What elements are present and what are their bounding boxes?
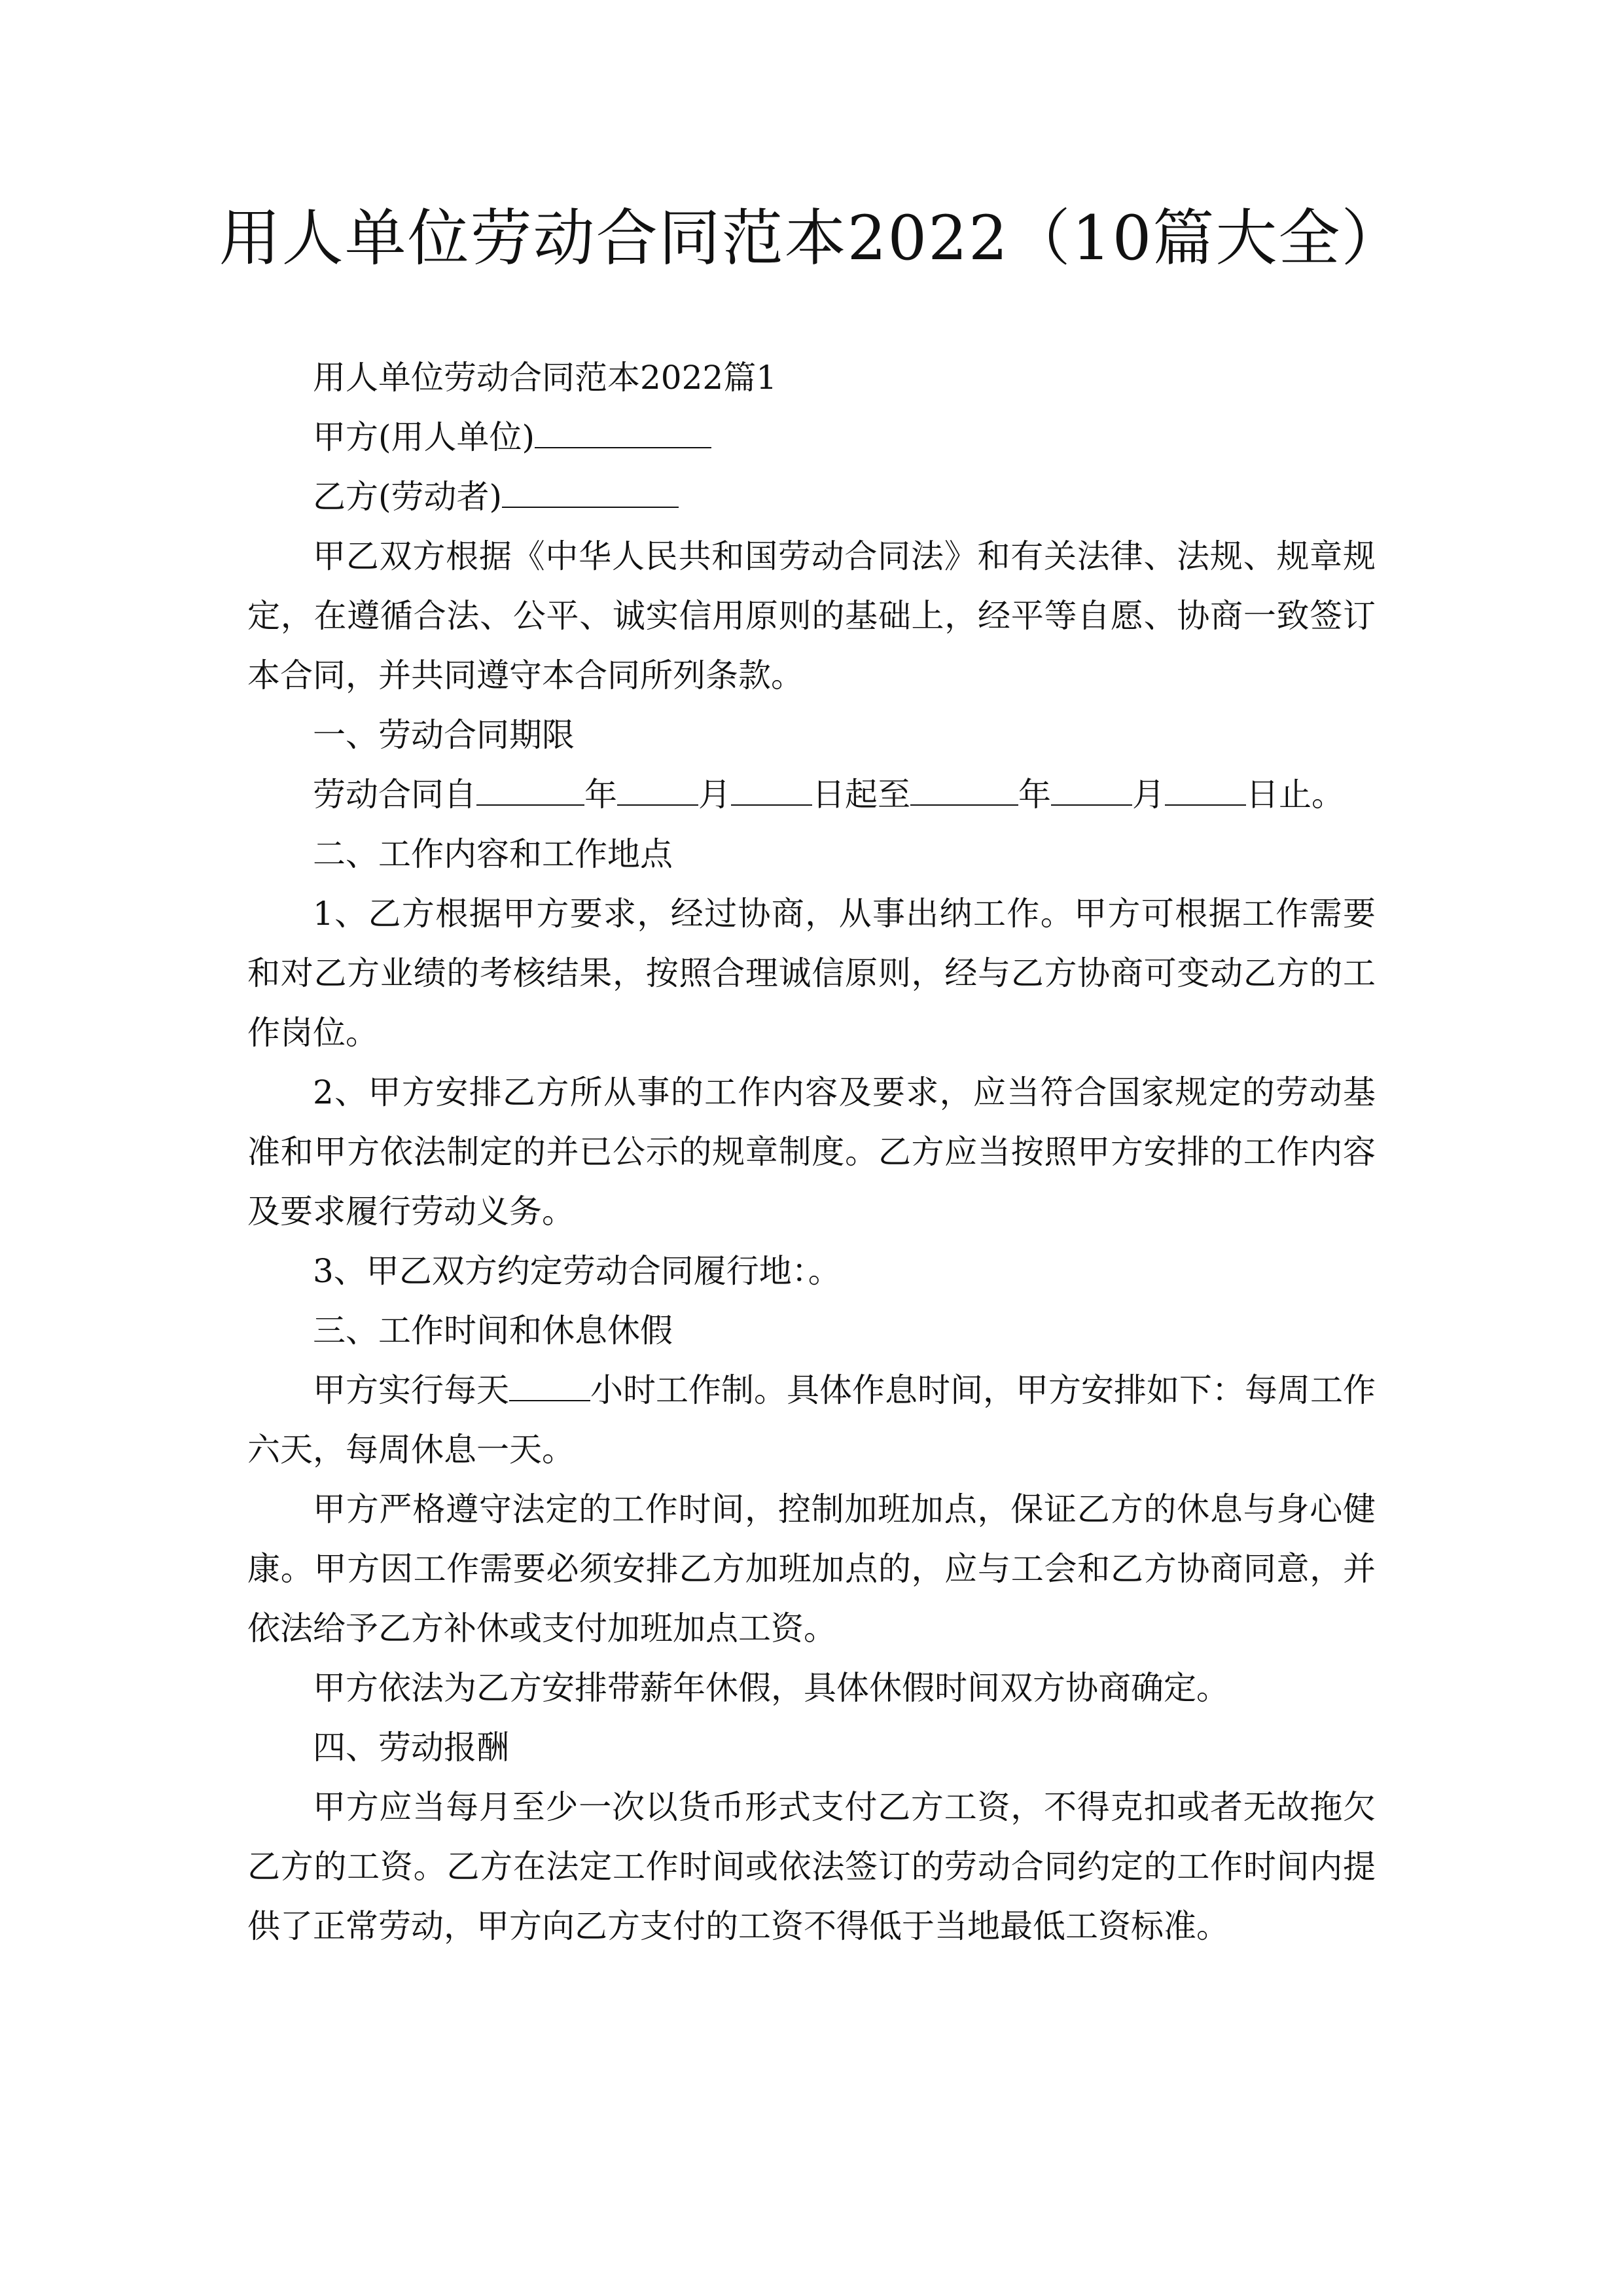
contract-term-line — [247, 765, 1376, 825]
end-month-blank — [1051, 778, 1132, 806]
end-day-blank — [1165, 778, 1246, 806]
document-body — [247, 348, 1376, 1956]
term-month-label: 月 — [698, 776, 731, 814]
section-3-heading: 三、工作时间和休息休假 — [313, 1312, 673, 1350]
section-2-paragraph-2: 2、甲方安排乙方所从事的工作内容及要求，应当符合国家规定的劳动基准和甲方依法制定的并已公示的规章制度。乙方应当按照甲方安排的工作内容及要求履行劳动义务。 — [247, 1073, 1376, 1230]
section-1-heading: 一、劳动合同期限 — [313, 716, 575, 754]
party-a-label: 甲方(用人单位) — [313, 418, 535, 456]
section-2-paragraph-3: 3、甲乙双方约定劳动合同履行地：。 — [313, 1252, 841, 1290]
section-3-paragraph-2: 甲方严格遵守法定的工作时间，控制加班加点，保证乙方的休息与身心健康。甲方因工作需要必须安排乙方加班加点的，应与工会和乙方协商同意，并依法给予乙方补休或支付加班加点工资。 — [247, 1490, 1376, 1647]
start-year-blank — [476, 778, 584, 806]
intro-paragraph: 甲乙双方根据《中华人民共和国劳动合同法》和有关法律、法规、规章规定，在遵循合法、公平、诚实信用原则的基础上，经平等自愿、协商一致签订本合同，并共同遵守本合同所列条款。 — [247, 537, 1376, 694]
work-hours-text-end: 小时工作制。具体作息时间，甲方安排如下：每周工作六天，每周休息一天。 — [247, 1371, 1376, 1469]
start-month-blank — [617, 778, 698, 806]
section-2-heading: 二、工作内容和工作地点 — [313, 835, 673, 873]
party-a-blank — [535, 421, 711, 448]
party-b-blank — [502, 480, 679, 508]
section-3-paragraph-3: 甲方依法为乙方安排带薪年休假，具体休假时间双方协商确定。 — [313, 1669, 1229, 1707]
start-day-blank — [731, 778, 812, 806]
term-text-start: 劳动合同自 — [313, 776, 476, 814]
term-end-label: 日止。 — [1246, 776, 1344, 814]
section-heading: 用人单位劳动合同范本2022篇1 — [313, 359, 777, 397]
work-hours-text-start: 甲方实行每天 — [313, 1371, 509, 1409]
party-a-line — [247, 408, 1376, 467]
section-3-paragraph-1 — [247, 1361, 1376, 1480]
section-4-paragraph-1: 甲方应当每月至少一次以货币形式支付乙方工资，不得克扣或者无故拖欠乙方的工资。乙方在法定工作时间或依法签订的劳动合同约定的工作时间内提供了正常劳动，甲方向乙方支付的工资不得低于当地最低工资标准。 — [247, 1788, 1376, 1945]
term-until-label: 日起至 — [812, 776, 910, 814]
term-end-month-label: 月 — [1132, 776, 1165, 814]
term-end-year-label: 年 — [1018, 776, 1051, 814]
party-b-label: 乙方(劳动者) — [313, 478, 503, 516]
section-4-heading: 四、劳动报酬 — [313, 1729, 509, 1767]
end-year-blank — [910, 778, 1018, 806]
work-hours-blank — [509, 1374, 590, 1401]
section-2-paragraph-1: 1、乙方根据甲方要求，经过协商，从事出纳工作。甲方可根据工作需要和对乙方业绩的考核结果，按照合理诚信原则，经与乙方协商可变动乙方的工作岗位。 — [247, 895, 1376, 1052]
document-title: 用人单位劳动合同范本2022（10篇大全） — [219, 203, 1404, 274]
party-b-line — [247, 467, 1376, 527]
term-year-label: 年 — [584, 776, 617, 814]
